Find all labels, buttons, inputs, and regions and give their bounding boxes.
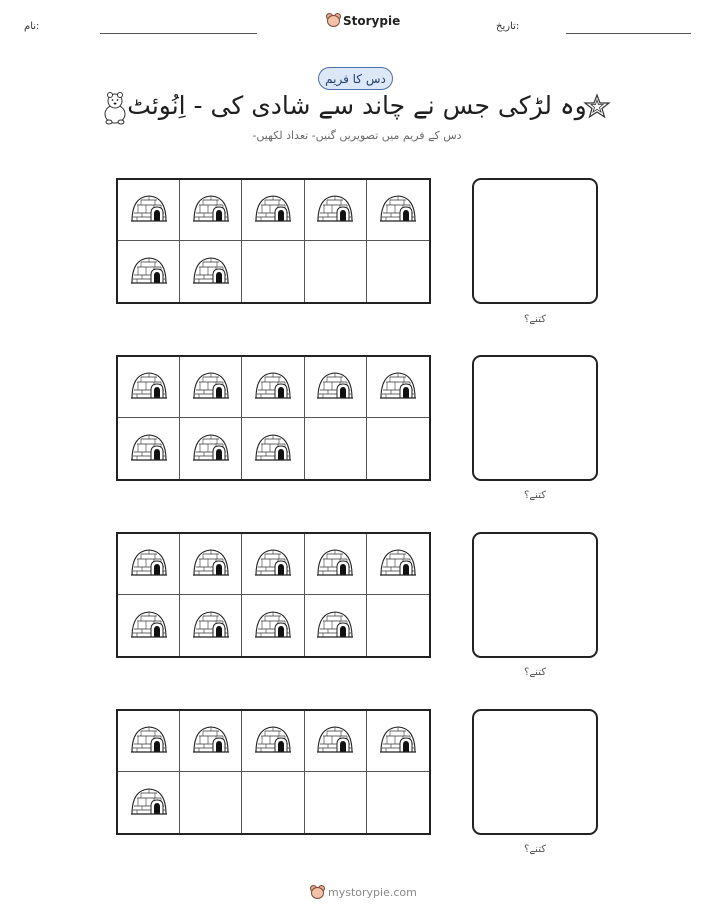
frame-cell (118, 772, 180, 833)
how-many-label-3: کتنے؟ (524, 667, 546, 678)
instructions: دس کے فریم میں تصویریں گنیں- تعداد لکھیں- (252, 129, 462, 142)
how-many-label-1: کتنے؟ (524, 314, 546, 325)
how-many-label-2: کتنے؟ (524, 490, 546, 501)
igloo-icon (378, 368, 418, 406)
igloo-icon (253, 430, 293, 468)
igloo-icon (129, 545, 169, 583)
frame-cell (242, 418, 304, 479)
igloo-icon (191, 191, 231, 229)
frame-cell (305, 711, 367, 772)
frame-cell (118, 711, 180, 772)
igloo-icon (191, 545, 231, 583)
frame-cell (180, 357, 242, 418)
answer-box-1[interactable] (472, 178, 598, 304)
igloo-icon (191, 253, 231, 291)
frame-cell (180, 534, 242, 595)
igloo-icon (253, 368, 293, 406)
igloo-icon (378, 191, 418, 229)
igloo-icon (191, 722, 231, 760)
frame-cell (118, 241, 180, 302)
igloo-icon (129, 430, 169, 468)
frame-cell (305, 357, 367, 418)
how-many-label-4: کتنے؟ (524, 844, 546, 855)
frame-cell (305, 595, 367, 656)
frame-cell (367, 180, 429, 241)
frame-cell (242, 180, 304, 241)
frame-cell (305, 241, 367, 302)
igloo-icon (253, 191, 293, 229)
igloo-icon (129, 722, 169, 760)
frame-cell (242, 711, 304, 772)
frame-cell (118, 180, 180, 241)
igloo-icon (315, 607, 355, 645)
brand-name: Storypie (343, 13, 401, 28)
name-label: نام: (24, 21, 40, 32)
frame-cell (305, 772, 367, 833)
frame-cell (367, 357, 429, 418)
igloo-icon (253, 722, 293, 760)
frame-cell (242, 241, 304, 302)
frame-cell (367, 711, 429, 772)
frame-cell (305, 534, 367, 595)
frame-cell (305, 180, 367, 241)
frame-cell (180, 595, 242, 656)
frame-cell (180, 772, 242, 833)
igloo-icon (253, 545, 293, 583)
date-label: تاریخ: (496, 21, 520, 32)
igloo-icon (315, 191, 355, 229)
frame-cell (305, 418, 367, 479)
frame-cell (242, 595, 304, 656)
ten-frame-2 (116, 355, 431, 481)
igloo-icon (378, 545, 418, 583)
igloo-icon (253, 607, 293, 645)
brand-logo (326, 13, 400, 28)
name-line (100, 33, 257, 34)
igloo-icon (129, 253, 169, 291)
star-icon (583, 93, 611, 121)
date-line (566, 33, 691, 34)
answer-box-2[interactable] (472, 355, 598, 481)
igloo-icon (129, 191, 169, 229)
igloo-icon (129, 607, 169, 645)
frame-cell (118, 418, 180, 479)
igloo-icon (191, 430, 231, 468)
frame-cell (180, 241, 242, 302)
footer-site: mystorypie.com (328, 886, 417, 899)
frame-cell (118, 534, 180, 595)
ten-frame-1 (116, 178, 431, 304)
igloo-icon (315, 722, 355, 760)
frame-cell (242, 357, 304, 418)
frame-cell (180, 711, 242, 772)
bear-logo-icon (326, 13, 340, 28)
igloo-icon (315, 545, 355, 583)
ten-frame-4 (116, 709, 431, 835)
frame-cell (367, 772, 429, 833)
bear-logo-icon (310, 885, 324, 900)
frame-cell (118, 595, 180, 656)
worksheet-type-badge: دس کا فریم (318, 67, 393, 90)
frame-cell (118, 357, 180, 418)
frame-cell (367, 534, 429, 595)
igloo-icon (129, 784, 169, 822)
igloo-icon (191, 368, 231, 406)
answer-box-4[interactable] (472, 709, 598, 835)
footer (310, 885, 417, 900)
igloo-icon (315, 368, 355, 406)
igloo-icon (378, 722, 418, 760)
frame-cell (242, 534, 304, 595)
frame-cell (180, 418, 242, 479)
frame-cell (367, 241, 429, 302)
frame-cell (367, 595, 429, 656)
igloo-icon (129, 368, 169, 406)
ten-frame-3 (116, 532, 431, 658)
frame-cell (180, 180, 242, 241)
frame-cell (367, 418, 429, 479)
page-title: وہ لڑکی جس نے چاند سے شادی کی - اِنُوئٹ (127, 91, 587, 120)
answer-box-3[interactable] (472, 532, 598, 658)
frame-cell (242, 772, 304, 833)
igloo-icon (191, 607, 231, 645)
